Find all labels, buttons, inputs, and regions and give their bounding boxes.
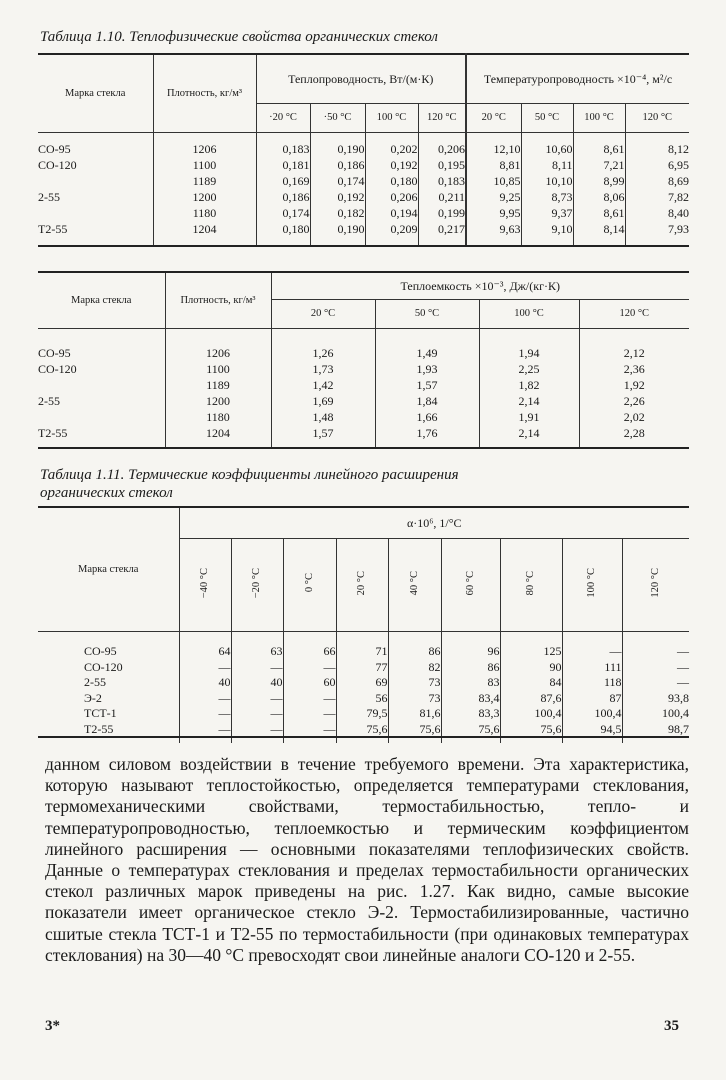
conductivity-cell: 0,202 <box>365 133 418 158</box>
density-cell: 1206 <box>153 133 256 158</box>
temp-header <box>283 539 336 632</box>
body-paragraph <box>45 754 689 966</box>
capacity-cell: 1,73 <box>271 361 375 377</box>
capacity-cell: 2,36 <box>579 361 689 377</box>
conductivity-cell: 0,183 <box>418 173 466 189</box>
diffusivity-cell: 7,21 <box>573 157 625 173</box>
conductivity-cell: 0,194 <box>365 205 418 221</box>
density-cell: 1206 <box>165 329 271 362</box>
capacity-cell: 1,84 <box>375 393 479 409</box>
diffusivity-cell: 10,85 <box>466 173 521 189</box>
brand-cell: Т2-55 <box>84 721 114 736</box>
table-row <box>38 632 689 660</box>
diffusivity-cell: 9,63 <box>466 221 521 246</box>
capacity-cell: 1,42 <box>271 377 375 393</box>
alpha-cell: — <box>622 660 689 676</box>
alpha-cell: 87 <box>562 691 622 707</box>
temp-header <box>441 539 500 632</box>
capacity-cell: 1,94 <box>479 329 579 362</box>
table-row <box>38 329 689 362</box>
table-row <box>38 675 689 691</box>
col-header-brand: Марка стекла <box>38 54 153 133</box>
brand-cell: СО-120 <box>38 158 77 172</box>
alpha-cell: 69 <box>336 675 388 691</box>
brand-cell: СО-95 <box>84 644 117 658</box>
capacity-cell: 2,14 <box>479 393 579 409</box>
group-header-diffusivity: Температуропроводность ×10⁻⁴, м²/с <box>466 54 689 104</box>
diffusivity-cell: 8,06 <box>573 189 625 205</box>
conductivity-cell: 0,174 <box>310 173 365 189</box>
capacity-cell: 2,02 <box>579 409 689 425</box>
capacity-cell: 1,82 <box>479 377 579 393</box>
alpha-cell: 100,4 <box>562 706 622 722</box>
alpha-cell: — <box>231 706 283 722</box>
alpha-cell: 100,4 <box>622 706 689 722</box>
capacity-cell: 1,66 <box>375 409 479 425</box>
temp-header: ·50 °C <box>310 104 365 133</box>
table-1-10-part2 <box>38 271 689 449</box>
capacity-cell: 1,26 <box>271 329 375 362</box>
col-header-density: Плотность, кг/м³ <box>153 54 256 133</box>
alpha-cell: — <box>179 706 231 722</box>
temp-header-label: −20 °C <box>251 567 262 599</box>
alpha-cell: 75,6 <box>336 722 388 744</box>
brand-cell: СО-95 <box>38 142 71 156</box>
capacity-cell: 1,91 <box>479 409 579 425</box>
brand-cell <box>38 409 165 425</box>
temp-header: 20 °C <box>271 300 375 329</box>
diffusivity-cell: 8,61 <box>573 205 625 221</box>
diffusivity-cell: 8,40 <box>625 205 689 221</box>
alpha-cell: 83 <box>441 675 500 691</box>
conductivity-cell: 0,192 <box>310 189 365 205</box>
alpha-cell: 84 <box>500 675 562 691</box>
table-row <box>38 221 689 246</box>
temp-header <box>500 539 562 632</box>
alpha-cell: 125 <box>500 632 562 660</box>
table-row <box>38 377 689 393</box>
alpha-cell: 73 <box>388 691 441 707</box>
temp-header-label: 20 °C <box>356 570 367 596</box>
temp-header-label: 60 °C <box>464 570 476 596</box>
temp-header: 50 °C <box>521 104 573 133</box>
diffusivity-cell: 8,14 <box>573 221 625 246</box>
density-cell: 1100 <box>165 361 271 377</box>
diffusivity-cell: 8,73 <box>521 189 573 205</box>
brand-cell: Т2-55 <box>38 425 165 448</box>
density-cell: 1200 <box>153 189 256 205</box>
temp-header-label: −40 °C <box>199 567 210 599</box>
alpha-cell: 71 <box>336 632 388 660</box>
alpha-cell: 111 <box>562 660 622 676</box>
table-row <box>38 205 689 221</box>
table-row <box>38 173 689 189</box>
conductivity-cell: 0,206 <box>365 189 418 205</box>
diffusivity-cell: 9,25 <box>466 189 521 205</box>
temp-header: 50 °C <box>375 300 479 329</box>
conductivity-cell: 0,217 <box>418 221 466 246</box>
capacity-cell: 1,48 <box>271 409 375 425</box>
diffusivity-cell: 9,37 <box>521 205 573 221</box>
page-number: 35 <box>664 1018 679 1034</box>
capacity-cell: 2,26 <box>579 393 689 409</box>
table-row <box>38 133 689 158</box>
temp-header-label: 40 °C <box>408 570 420 596</box>
diffusivity-cell: 8,99 <box>573 173 625 189</box>
brand-cell: СО-95 <box>38 346 71 360</box>
capacity-cell: 2,28 <box>579 425 689 448</box>
density-cell: 1180 <box>153 205 256 221</box>
conductivity-cell: 0,190 <box>310 133 365 158</box>
conductivity-cell: 0,192 <box>365 157 418 173</box>
conductivity-cell: 0,174 <box>256 205 310 221</box>
capacity-cell: 1,92 <box>579 377 689 393</box>
alpha-cell: 96 <box>441 632 500 660</box>
capacity-cell: 1,76 <box>375 425 479 448</box>
conductivity-cell: 0,190 <box>310 221 365 246</box>
conductivity-cell: 0,169 <box>256 173 310 189</box>
conductivity-cell: 0,195 <box>418 157 466 173</box>
alpha-cell: 66 <box>283 632 336 660</box>
temp-header <box>179 539 231 632</box>
table-1-11 <box>38 506 689 743</box>
density-cell: 1180 <box>165 409 271 425</box>
table-row <box>38 157 689 173</box>
conductivity-cell: 0,199 <box>418 205 466 221</box>
alpha-cell: — <box>283 722 336 744</box>
conductivity-cell: 0,206 <box>418 133 466 158</box>
alpha-cell: 90 <box>500 660 562 676</box>
alpha-cell: 83,3 <box>441 706 500 722</box>
table-row <box>38 691 689 707</box>
alpha-cell: 98,7 <box>622 722 689 744</box>
temp-header-label: 120 °C <box>649 568 661 598</box>
capacity-cell: 2,12 <box>579 329 689 362</box>
table-row <box>38 722 689 744</box>
table-bottom-rule <box>38 736 689 738</box>
table-row <box>38 660 689 676</box>
alpha-cell: 82 <box>388 660 441 676</box>
conductivity-cell: 0,209 <box>365 221 418 246</box>
diffusivity-cell: 8,61 <box>573 133 625 158</box>
table-row <box>38 393 689 409</box>
capacity-cell: 1,93 <box>375 361 479 377</box>
alpha-cell: 83,4 <box>441 691 500 707</box>
table-row <box>38 409 689 425</box>
alpha-cell: 86 <box>441 660 500 676</box>
alpha-cell: 73 <box>388 675 441 691</box>
alpha-cell: — <box>231 691 283 707</box>
alpha-cell: 86 <box>388 632 441 660</box>
conductivity-cell: 0,211 <box>418 189 466 205</box>
conductivity-cell: 0,180 <box>256 221 310 246</box>
signature-mark: 3* <box>45 1018 60 1034</box>
diffusivity-cell: 8,11 <box>521 157 573 173</box>
alpha-cell: 87,6 <box>500 691 562 707</box>
alpha-cell: 63 <box>231 632 283 660</box>
alpha-cell: — <box>231 722 283 744</box>
alpha-cell: 60 <box>283 675 336 691</box>
brand-cell: 2-55 <box>38 394 60 408</box>
group-header-capacity: Теплоемкость ×10⁻³, Дж/(кг·К) <box>271 272 689 300</box>
temp-header-label: 100 °C <box>586 568 597 598</box>
alpha-cell: — <box>283 660 336 676</box>
caption-line: Таблица 1.11. Термические коэффициенты линейного расширения <box>40 467 459 483</box>
diffusivity-cell: 9,10 <box>521 221 573 246</box>
diffusivity-cell: 7,93 <box>625 221 689 246</box>
alpha-cell: 75,6 <box>500 722 562 744</box>
density-cell: 1204 <box>165 425 271 448</box>
conductivity-cell: 0,180 <box>365 173 418 189</box>
capacity-cell: 1,49 <box>375 329 479 362</box>
table-1-10-caption: Таблица 1.10. Теплофизические свойства органических стекол <box>40 29 438 45</box>
table-row <box>38 189 689 205</box>
brand-cell: Т2-55 <box>38 221 153 246</box>
conductivity-cell: 0,181 <box>256 157 310 173</box>
body-text: данном силовом воздействии в течение требуемого времени. Эта характеристика, которую называют теплостойкостью, определяется температурами стеклования, термомеханическими свойствами, термостабильностью, тепло- и температуропроводностью, теплоемкостью и термическим коэффициентом линейного расширения — основными показателями теплофизических свойств. Данные о температурах стеклования и пределах термостабильности органических стекол различных марок приведены на рис. 1.27. Как видно, самые высокие показатели имеет органическое стекло Э-2. Термостабилизированные, частично сшитые стекла ТСТ-1 и Т2-55 по термостабильности (при одинаковых температурах стеклования) на 30—40 °C превосходят свои линейные аналоги СО-120 и 2-55. <box>45 754 689 965</box>
brand-cell: СО-120 <box>84 659 123 674</box>
alpha-cell: 40 <box>231 675 283 691</box>
conductivity-cell: 0,182 <box>310 205 365 221</box>
table-row <box>38 706 689 722</box>
alpha-cell: 56 <box>336 691 388 707</box>
alpha-cell: 118 <box>562 675 622 691</box>
density-cell: 1200 <box>165 393 271 409</box>
group-header-alpha: α·10⁶, 1/°C <box>179 507 689 539</box>
temp-header: 100 °C <box>365 104 418 133</box>
conductivity-cell: 0,186 <box>256 189 310 205</box>
brand-cell <box>38 205 153 221</box>
alpha-cell: 40 <box>179 675 231 691</box>
col-header-brand: Марка стекла <box>38 507 179 632</box>
diffusivity-cell: 6,95 <box>625 157 689 173</box>
caption-line: органических стекол <box>40 485 173 501</box>
temp-header: 120 °C <box>418 104 466 133</box>
diffusivity-cell: 8,12 <box>625 133 689 158</box>
brand-cell <box>38 377 165 393</box>
density-cell: 1189 <box>153 173 256 189</box>
capacity-cell: 2,25 <box>479 361 579 377</box>
alpha-cell: — <box>179 722 231 744</box>
diffusivity-cell: 12,10 <box>466 133 521 158</box>
alpha-cell: 75,6 <box>388 722 441 744</box>
temp-header-label: 80 °C <box>525 570 536 596</box>
temp-header <box>388 539 441 632</box>
alpha-cell: 81,6 <box>388 706 441 722</box>
diffusivity-cell: 8,81 <box>466 157 521 173</box>
temp-header: ·20 °C <box>256 104 310 133</box>
table-row <box>38 361 689 377</box>
capacity-cell: 1,57 <box>375 377 479 393</box>
brand-cell: Э-2 <box>84 690 102 705</box>
diffusivity-cell: 9,95 <box>466 205 521 221</box>
brand-cell: ТСТ-1 <box>84 706 117 720</box>
alpha-cell: 94,5 <box>562 722 622 744</box>
temp-header: 120 °C <box>625 104 689 133</box>
brand-cell <box>38 173 153 189</box>
brand-cell: СО-120 <box>38 362 77 376</box>
alpha-cell: 77 <box>336 660 388 676</box>
table-1-11-caption <box>40 466 459 502</box>
capacity-cell: 2,14 <box>479 425 579 448</box>
alpha-cell: — <box>179 660 231 676</box>
alpha-cell: 79,5 <box>336 706 388 722</box>
alpha-cell: — <box>622 675 689 691</box>
alpha-cell: — <box>179 691 231 707</box>
capacity-cell: 1,69 <box>271 393 375 409</box>
conductivity-cell: 0,183 <box>256 133 310 158</box>
alpha-cell: — <box>283 706 336 722</box>
temp-header <box>336 539 388 632</box>
density-cell: 1189 <box>165 377 271 393</box>
temp-header <box>231 539 283 632</box>
temp-header <box>562 539 622 632</box>
group-header-conductivity: Теплопроводность, Вт/(м·К) <box>256 54 466 104</box>
density-cell: 1204 <box>153 221 256 246</box>
temp-header: 100 °C <box>479 300 579 329</box>
diffusivity-cell: 8,69 <box>625 173 689 189</box>
conductivity-cell: 0,186 <box>310 157 365 173</box>
alpha-cell: 100,4 <box>500 706 562 722</box>
col-header-density: Плотность, кг/м³ <box>165 272 271 329</box>
brand-cell: 2-55 <box>84 675 106 689</box>
capacity-cell: 1,57 <box>271 425 375 448</box>
temp-header: 20 °C <box>466 104 521 133</box>
diffusivity-cell: 7,82 <box>625 189 689 205</box>
density-cell: 1100 <box>153 157 256 173</box>
temp-header: 120 °C <box>579 300 689 329</box>
alpha-cell: — <box>562 632 622 660</box>
temp-header <box>622 539 689 632</box>
col-header-brand: Марка стекла <box>38 272 165 329</box>
table-row <box>38 425 689 448</box>
diffusivity-cell: 10,60 <box>521 133 573 158</box>
alpha-cell: 75,6 <box>441 722 500 744</box>
brand-cell: 2-55 <box>38 190 60 204</box>
alpha-cell: — <box>231 660 283 676</box>
alpha-cell: — <box>622 632 689 660</box>
temp-header-label: 0 °C <box>303 573 315 593</box>
diffusivity-cell: 10,10 <box>521 173 573 189</box>
table-1-10-part1 <box>38 53 689 247</box>
alpha-cell: 93,8 <box>622 691 689 707</box>
alpha-cell: 64 <box>179 632 231 660</box>
alpha-cell: — <box>283 691 336 707</box>
temp-header: 100 °C <box>573 104 625 133</box>
